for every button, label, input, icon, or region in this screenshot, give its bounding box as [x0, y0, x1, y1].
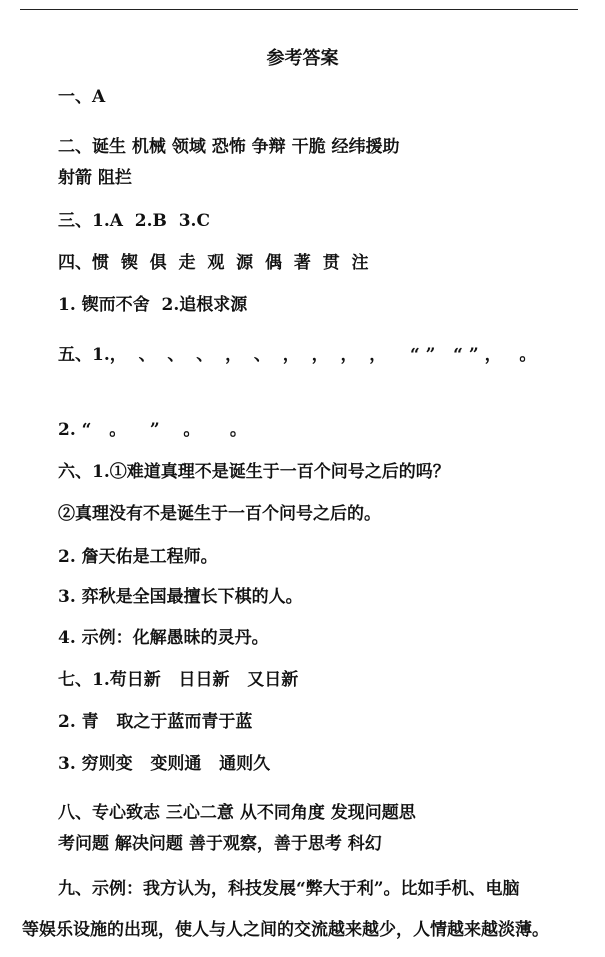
top-rule	[20, 9, 578, 10]
answer-section-4: 四、惯 锲 俱 走 观 源 偶 著 贯 注	[58, 253, 369, 273]
answer-section-8-cont: 考问题 解决问题 善于观察，善于思考 科幻	[58, 834, 382, 854]
answer-section-6-part1b: ②真理没有不是诞生于一百个问号之后的。	[58, 504, 381, 524]
answer-section-6-part3: 3. 弈秋是全国最擅长下棋的人。	[58, 587, 303, 607]
answer-section-7-part3: 3. 穷则变 变则通 通则久	[58, 754, 271, 774]
answer-section-2: 二、诞生 机械 领域 恐怖 争辩 干脆 经纬援助	[58, 137, 400, 157]
answer-section-3: 三、1.A 2.B 3.C	[58, 211, 211, 231]
answer-section-7-part2: 2. 青 取之于蓝而青于蓝	[58, 712, 253, 732]
answer-section-6-part2: 2. 詹天佑是工程师。	[58, 547, 218, 567]
answer-section-6-part1: 六、1.①难道真理不是诞生于一百个问号之后的吗？	[58, 462, 450, 482]
answer-section-5-part2: 2. “ 。 ” 。 。	[58, 420, 247, 440]
answer-section-9-cont: 等娱乐设施的出现，使人与人之间的交流越来越少，人情越来越淡薄。	[22, 920, 549, 940]
answer-section-8: 八、专心致志 三心二意 从不同角度 发现问题思	[58, 803, 416, 823]
answer-section-7-part1: 七、1.苟日新 日日新 又日新	[58, 670, 299, 690]
answer-section-9: 九、示例：我方认为，科技发展“弊大于利”。比如手机、电脑	[58, 879, 520, 899]
answer-section-2-cont: 射箭 阻拦	[58, 168, 132, 188]
answer-section-6-part4: 4. 示例：化解愚昧的灵丹。	[58, 628, 269, 648]
answer-section-5-part1: 五、1.， 、 、 、 ， 、 ， ， ， ， “ ” “ ” ， 。	[58, 345, 537, 365]
answer-section-1: 一、A	[58, 87, 106, 107]
page-title: 参考答案	[266, 48, 339, 69]
answer-section-4-idioms: 1. 锲而不舍 2.追根求源	[58, 295, 248, 315]
